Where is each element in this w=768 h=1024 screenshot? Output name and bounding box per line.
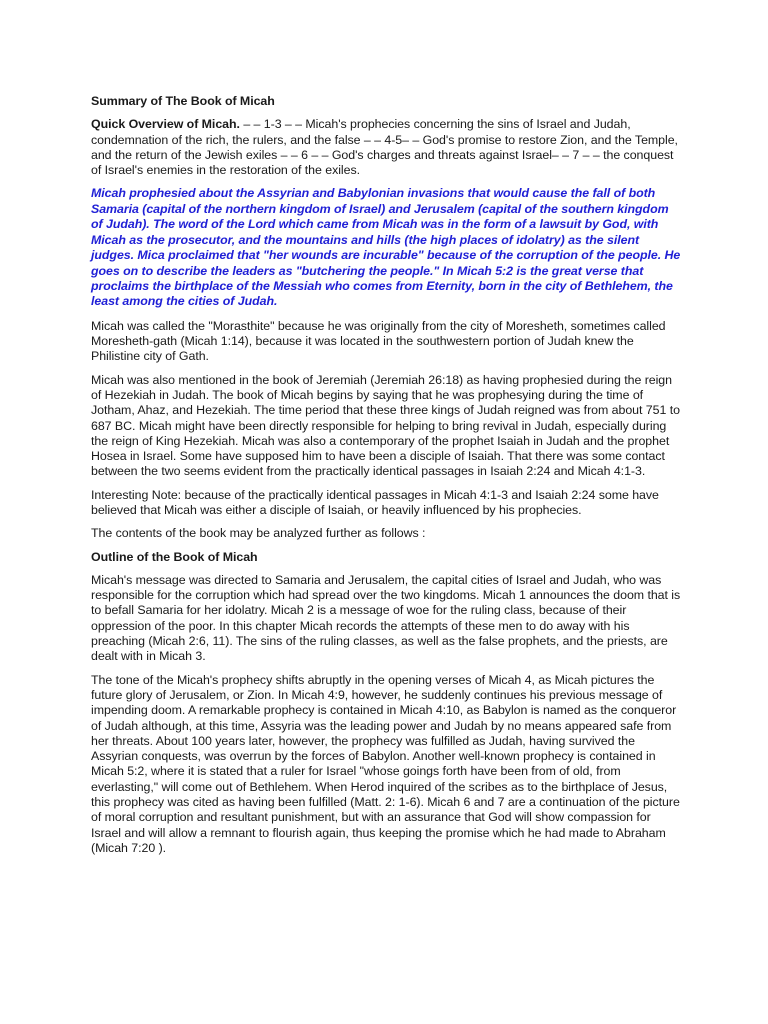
quick-overview-text: – – 1-3 – – Micah's prophecies concerning the sins of Israel and Judah, condemnation of the rich, the rulers, and the false – – 4-5– – God's promise to restore Zion, and the Temple, and the return of the Jewish exiles – – 6 – – God's charges and threats against Israel– – 7 – – the conquest of Israel's enemies in the restoration of the exiles.: [91, 117, 678, 178]
quick-overview-label: Quick Overview of Micah.: [91, 117, 240, 132]
quick-overview-paragraph: [91, 117, 681, 178]
outline-heading: Outline of the Book of Micah: [91, 549, 258, 564]
tone-paragraph: The tone of the Micah's prophecy shifts abruptly in the opening verses of Micah 4, as Micah pictures the future glory of Jerusalem, or Zion. In Micah 4:9, however, he suddenly continues his previous message of impending doom. A remarkable prophecy is contained in Micah 4:10, as Babylon is named as the conqueror of Judah although, at this time, Assyria was the leading power and Judah by no means appeared safe from her threats. About 100 years later, however, the prophecy was fulfilled as Judah, having survived the Assyrian conquests, was overrun by the forces of Babylon. Another well-known prophecy is contained in Micah 5:2, where it is stated that a ruler for Israel "whose goings forth have been from of old, from everlasting," will come out of Bethlehem. When Herod inquired of the scribes as to the birthplace of Jesus, this prophecy was cited as having been fulfilled (Matt. 2: 1-6). Micah 6 and 7 are a continuation of the picture of moral corruption and resultant punishment, but with an assurance that God will show compassion for Israel and will allow a remnant to flourish again, thus keeping the promise which he had made to Abraham (Micah 7:20 ).: [91, 672, 680, 855]
jeremiah-paragraph: Micah was also mentioned in the book of Jeremiah (Jeremiah 26:18) as having prophesied during the reign of Hezekiah in Judah. The book of Micah begins by saying that he was prophesying during the time of Jotham, Ahaz, and Hezekiah. The time period that these three kings of Judah reigned was from about 751 to 687 BC. Micah might have been directly responsible for helping to bring revival in Judah, especially during the reign of King Hezekiah. Micah was also a contemporary of the prophet Isaiah in Judah and the prophet Hosea in Israel. Some have supposed him to have been a disciple of Isaiah. That there was some contact between the two seems evident from the practically identical passages in Isaiah 2:24 and Micah 4:1-3.: [91, 372, 680, 479]
interesting-note-paragraph: Interesting Note: because of the practically identical passages in Micah 4:1-3 and Isaiah 2:24 some have believed that Micah was either a disciple of Isaiah, or heavily influenced by his prophecies.: [91, 487, 659, 517]
highlight-paragraph: Micah prophesied about the Assyrian and Babylonian invasions that would cause the fall of both Samaria (capital of the northern kingdom of Israel) and Jerusalem (capital of the southern kingdom of Judah). The word of the Lord which came from Micah was in the form of a lawsuit by God, with Micah as the prosecutor, and the mountains and hills (the high places of idolatry) as the silent judges. Mica proclaimed that "her wounds are incurable" because of the corruption of the people. He goes on to describe the leaders as "butchering the people." In Micah 5:2 is the great verse that proclaims the birthplace of the Messiah who comes from Eternity, born in the city of Bethlehem, the least among the cities of Judah.: [91, 186, 681, 309]
contents-paragraph: The contents of the book may be analyzed further as follows :: [91, 526, 426, 541]
document-page: [91, 94, 681, 864]
document-title: Summary of The Book of Micah: [91, 94, 275, 108]
morasthite-paragraph: Micah was called the "Morasthite" because he was originally from the city of Moresheth, sometimes called Moresheth-gath (Micah 1:14), because it was located in the southwestern portion of Judah knew the Philistine city of Gath.: [91, 318, 666, 364]
message-paragraph: Micah's message was directed to Samaria and Jerusalem, the capital cities of Israel and Judah, who was responsible for the corruption which had spread over the two kingdoms. Micah 1 announces the doom that is to befall Samaria for her idolatry. Micah 2 is a message of woe for the ruling class, because of their oppression of the poor. In this chapter Micah records the attempts of these men to do away with his preaching (Micah 2:6, 11). The sins of the ruling classes, as well as the false prophets, and the priests, are dealt with in Micah 3.: [91, 572, 681, 664]
